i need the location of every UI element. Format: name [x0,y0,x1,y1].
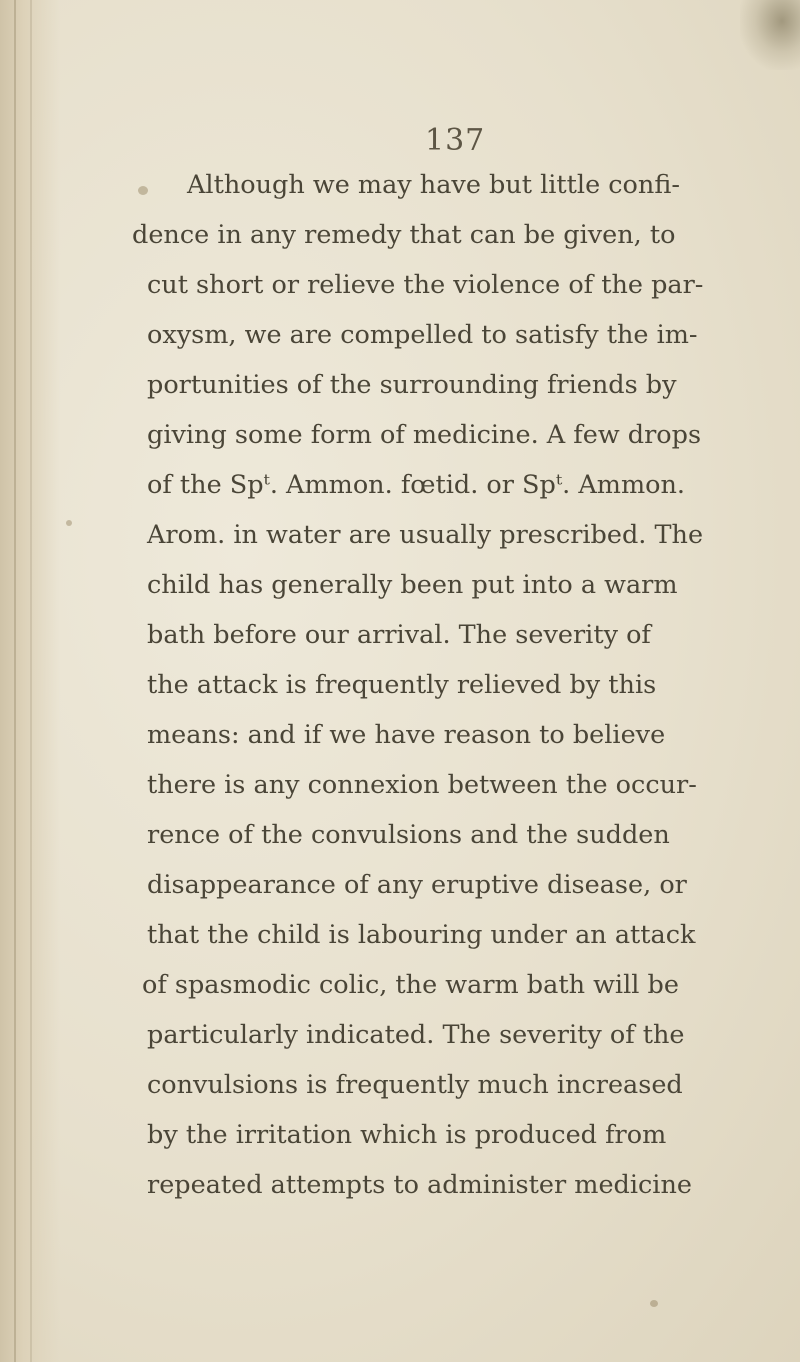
corner-stain [740,0,800,70]
foxing-spot [650,1300,658,1307]
text-line: repeated attempts to administer medicine [147,1170,692,1200]
text-line: disappearance of any eruptive disease, or [147,870,687,900]
text-line: rence of the convulsions and the sudden [147,820,670,850]
text-line: giving some form of medicine. A few drops [147,420,702,450]
text-line: of the Spᵗ. Ammon. fœtid. or Spᵗ. Ammon. [147,470,686,500]
text-line: bath before our arrival. The severity of [147,620,651,650]
foxing-spot [66,520,72,526]
text-line: means: and if we have reason to believe [147,720,666,750]
text-line: portunities of the surrounding friends by [147,370,677,400]
text-line: convulsions is frequently much increased [147,1070,683,1100]
text-line: Arom. in water are usually prescribed. The [147,520,704,550]
text-line: child has generally been put into a warm [147,570,678,600]
text-line: particularly indicated. The severity of the [147,1020,685,1050]
text-line: that the child is labouring under an attack [147,920,696,950]
text-line: of spasmodic colic, the warm bath will be [142,970,679,1000]
text-line: there is any connexion between the occur- [147,770,697,800]
text-line: dence in any remedy that can be given, to [132,220,676,250]
text-line: Although we may have but little confi- [187,170,680,200]
text-line: by the irritation which is produced from [147,1120,667,1150]
page-number: 137 [425,123,486,158]
gutter-line [14,0,16,1362]
text-line: cut short or relieve the violence of the par- [147,270,704,300]
text-line: the attack is frequently relieved by this [147,670,657,700]
gutter-line [30,0,32,1362]
text-line: oxysm, we are compelled to satisfy the im- [147,320,698,350]
